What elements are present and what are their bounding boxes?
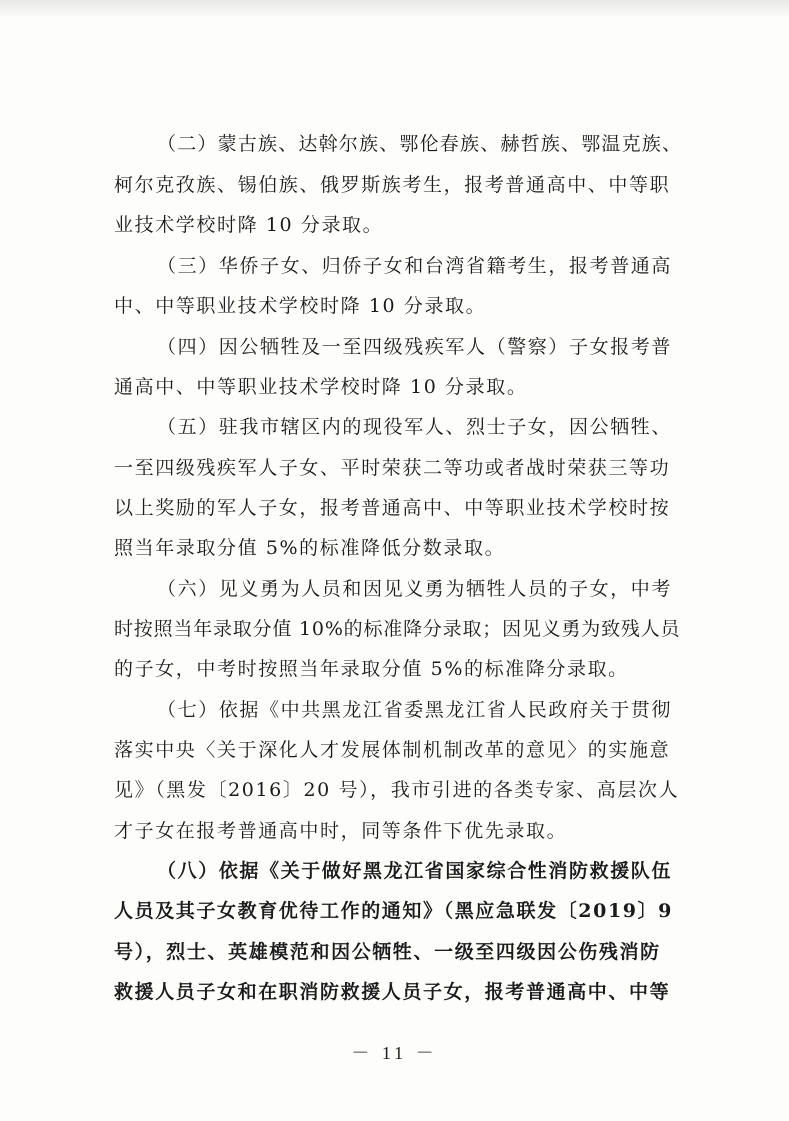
paragraph-line: 落实中央〈关于深化人才发展体制机制改革的意见〉的实施意 [114, 739, 671, 761]
paragraph-line: 业技术学校时降 10 分录取。 [114, 214, 384, 236]
paragraph-line: 号），烈士、英雄模范和因公牺牲、一级至四级因公伤残消防 [114, 941, 661, 963]
paragraph-line: （七）依据《中共黑龙江省委黑龙江省人民政府关于贯彻 [157, 699, 673, 721]
paragraph-line: 柯尔克孜族、锡伯族、俄罗斯族考生，报考普通高中、中等职 [114, 174, 671, 196]
paragraph-line: 救援人员子女和在职消防救援人员子女，报考普通高中、中等 [114, 981, 671, 1003]
paragraph-line: （二）蒙古族、达斡尔族、鄂伦春族、赫哲族、鄂温克族、 [157, 133, 683, 155]
paragraph-line: 的子女，中考时按照当年录取分值 5%的标准降分录取。 [114, 658, 629, 680]
paragraph-line: 以上奖励的军人子女，报考普通高中、中等职业技术学校时按 [114, 497, 671, 519]
paragraph-line: 才子女在报考普通高中时，同等条件下优先录取。 [114, 820, 568, 842]
paragraph-line: 时按照当年录取分值 10%的标准降分录取；因见义勇为致残人员 [114, 618, 681, 640]
paragraph-line: （八）依据《关于做好黑龙江省国家综合性消防救援队伍 [157, 860, 673, 882]
paragraph-line: （三）华侨子女、归侨子女和台湾省籍考生，报考普通高 [157, 255, 673, 277]
page-number: － 11 － [351, 1043, 438, 1063]
paragraph-line: 照当年录取分值 5%的标准降低分数录取。 [114, 537, 506, 559]
paragraph-line: 人员及其子女教育优待工作的通知》（黑应急联发〔2019〕9 [114, 900, 674, 922]
paragraph-line: （六）见义勇为人员和因见义勇为牺牲人员的子女，中考 [157, 578, 673, 600]
paragraph-line: 中、中等职业技术学校时降 10 分录取。 [114, 295, 487, 317]
paragraph-line: （五）驻我市辖区内的现役军人、烈士子女，因公牺牲、 [157, 416, 673, 438]
paragraph-line: 一至四级残疾军人子女、平时荣获二等功或者战时荣获三等功 [114, 457, 671, 479]
paragraph-line: （四）因公牺牲及一至四级残疾军人（警察）子女报考普 [157, 336, 673, 358]
paragraph-line: 通高中、中等职业技术学校时降 10 分录取。 [114, 376, 528, 398]
paragraph-line: 见》（黑发〔2016〕20 号），我市引进的各类专家、高层次人 [114, 779, 680, 801]
scan-edge [0, 0, 789, 18]
